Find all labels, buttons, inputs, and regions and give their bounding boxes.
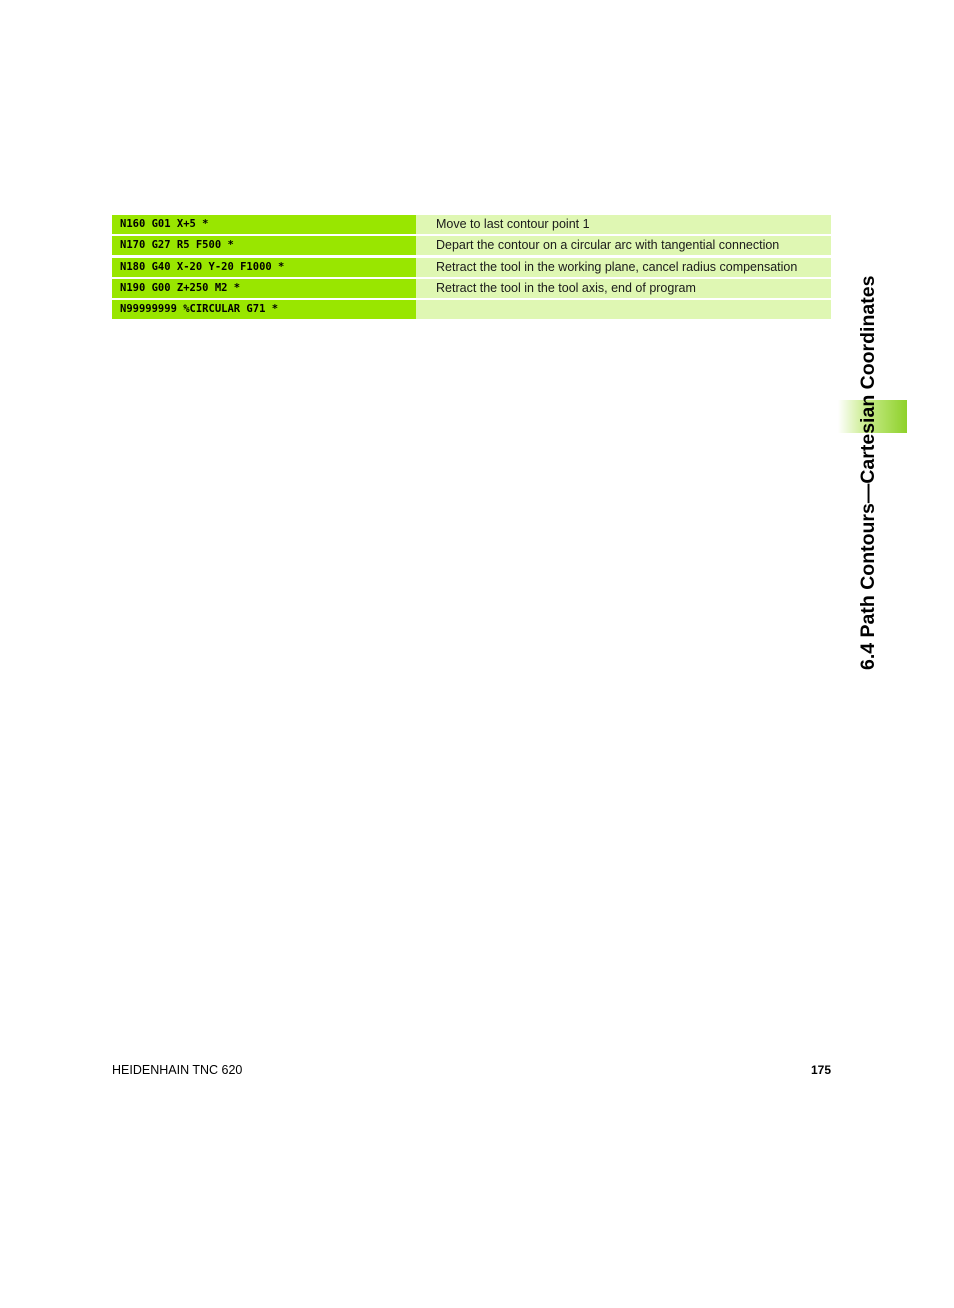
description-cell: Move to last contour point 1: [416, 215, 831, 234]
section-side-title: 6.4 Path Contours—Cartesian Coordinates: [857, 275, 879, 670]
nc-code-cell: N160 G01 X+5 *: [112, 215, 416, 234]
table-row: [112, 236, 831, 255]
table-row: [112, 279, 831, 298]
table-row: [112, 258, 831, 277]
description-cell: Retract the tool in the tool axis, end of program: [416, 279, 831, 298]
table-row: [112, 300, 831, 319]
description-cell: Depart the contour on a circular arc with tangential connection: [416, 236, 831, 255]
table-row: [112, 215, 831, 234]
description-cell: [416, 300, 831, 319]
footer-product-name: HEIDENHAIN TNC 620: [112, 1063, 243, 1077]
nc-code-cell: N190 G00 Z+250 M2 *: [112, 279, 416, 298]
nc-code-cell: N99999999 %CIRCULAR G71 *: [112, 300, 416, 319]
nc-code-cell: N170 G27 R5 F500 *: [112, 236, 416, 255]
nc-code-cell: N180 G40 X-20 Y-20 F1000 *: [112, 258, 416, 277]
description-cell: Retract the tool in the working plane, cancel radius compensation: [416, 258, 831, 277]
page-number: 175: [810, 1063, 831, 1077]
nc-program-table: [112, 215, 831, 321]
